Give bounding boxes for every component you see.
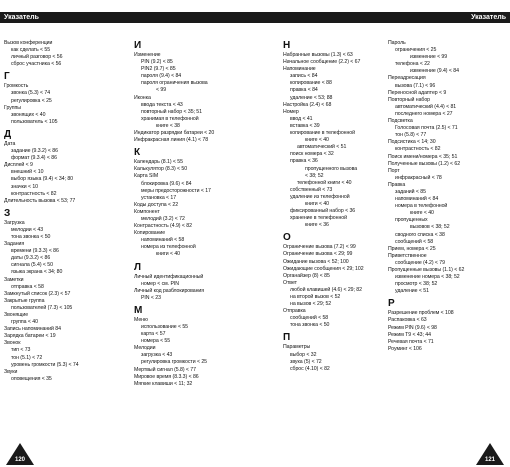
index-entry: Копирование xyxy=(134,230,166,237)
index-subentry: вызова (7.1) < 96 xyxy=(395,82,436,89)
index-entry: Органайзер (8) < 85 xyxy=(283,272,330,279)
index-subentry: сигнала (5.4) < 50 xyxy=(11,262,53,269)
index-subentry: тона звонка < 50 xyxy=(11,233,51,240)
index-subentry: удаление < 51 xyxy=(395,288,429,295)
index-subentry: регулировка громкости < 25 xyxy=(141,359,207,366)
index-entry: Дата xyxy=(4,140,16,147)
index-column-4 xyxy=(388,40,506,353)
index-entry: Заметки xyxy=(4,276,24,283)
index-entry: Звонящие xyxy=(4,312,29,318)
index-subentry: языка экрана < 34; 80 xyxy=(11,269,63,276)
index-subentry: меры предосторожности < 17 xyxy=(141,187,211,194)
index-entry: Переадресация xyxy=(388,75,426,82)
index-subentry: поиск номера < 32 xyxy=(290,151,334,158)
index-entry: Распаковка < 63 xyxy=(388,317,427,324)
index-subentry: пропущенных xyxy=(395,217,428,224)
index-entry: Компонент xyxy=(134,208,160,215)
index-entry: Ответ xyxy=(283,279,297,286)
right-page-number: 121 xyxy=(484,457,495,463)
index-letter-heading: Г xyxy=(4,71,10,83)
index-subentry: личный разговор < 56 xyxy=(11,54,63,61)
index-subentry: вызовов < 38; 52 xyxy=(410,224,450,231)
index-subentry: задание (9.3.2) < 86 xyxy=(11,148,58,155)
index-entry: Порт xyxy=(388,167,400,174)
index-entry: Разрешение проблем < 108 xyxy=(388,310,454,317)
index-entry: Прием, номера < 25 xyxy=(388,245,436,252)
index-subentry: заданий < 85 xyxy=(395,188,426,195)
index-subentry: копирование в телефонной xyxy=(290,130,355,137)
index-subentry: сообщений < 58 xyxy=(395,238,434,245)
index-subentry: даты (9.3.2) < 86 xyxy=(11,255,51,262)
index-subentry: повторный набор < 35; 51 xyxy=(141,108,202,115)
index-entry: Календарь (8.1) < 55 xyxy=(134,159,183,166)
index-subentry: телефонной книги < 40 xyxy=(297,179,352,186)
index-entry: Пароль xyxy=(388,40,406,46)
index-entry: Подсистика < 14; 30 xyxy=(388,139,436,146)
index-subentry: PIN2 (9.7) < 85 xyxy=(141,66,176,73)
index-subentry: хранимая в телефонной xyxy=(141,115,199,122)
index-entry: Отправка xyxy=(283,308,306,315)
index-entry: Настройка (2.4) < 68 xyxy=(283,101,332,108)
index-letter-heading: М xyxy=(134,304,143,316)
index-subentry: хранение в телефонной xyxy=(290,215,347,222)
index-entry: Правка xyxy=(388,181,406,188)
index-subentry: изменение (9.4) < 84 xyxy=(410,68,459,75)
index-subentry: номер < см. PIN xyxy=(141,280,179,287)
index-entry: Переносной адаптер < 9 xyxy=(388,89,447,96)
index-subentry: оповещения < 35 xyxy=(11,375,52,382)
index-subentry: инфракрасный < 78 xyxy=(395,174,442,181)
index-subentry: просмотр < 38; 52 xyxy=(395,281,438,288)
index-subentry: выбор < 32 xyxy=(290,351,317,358)
index-subentry: вставка < 39 xyxy=(290,122,320,129)
index-subentry: формат (9.3.4) < 86 xyxy=(11,155,57,162)
index-subentry: использование < 55 xyxy=(141,324,189,330)
index-subentry: ввода текста < 43 xyxy=(141,101,183,108)
index-entry: Инфракрасная линия (4.1) < 78 xyxy=(134,137,209,144)
index-entry: Группы xyxy=(4,104,21,111)
index-entry: Ограничение вызова (7.2) < 99 xyxy=(283,244,356,251)
index-subentry: собственный < 73 xyxy=(290,186,333,193)
index-letter-heading: Д xyxy=(4,128,12,140)
index-entry: Запись напоминаний 84 xyxy=(4,326,61,333)
index-subentry: ограничения < 25 xyxy=(395,47,437,54)
index-subentry: пользователь < 105 xyxy=(11,118,58,125)
index-subentry: отправка < 58 xyxy=(11,283,44,290)
index-subentry: изменение < 99 xyxy=(410,54,448,61)
index-entry: Звонок xyxy=(4,340,21,347)
index-entry: Личный идентификационный xyxy=(134,273,204,280)
index-subentry: звонка (5.3) < 74 xyxy=(11,90,51,97)
index-subentry: сброс участника < 56 xyxy=(11,61,62,68)
index-subentry: уровень громкости (5.3) < 74 xyxy=(11,361,79,368)
index-subentry: правка < 84 xyxy=(290,87,318,94)
index-subentry: < 99 xyxy=(156,87,167,94)
right-page-number-badge xyxy=(476,443,504,465)
index-entry: Номер xyxy=(283,108,299,115)
left-header-bar xyxy=(0,12,255,23)
index-entry: Мировое время (8.3.3) < 86 xyxy=(134,373,199,380)
index-subentry: пароля (9.4) < 84 xyxy=(141,73,182,80)
index-entry: Коды доступа < 22 xyxy=(134,201,179,208)
index-subentry: книги < 40 xyxy=(305,200,330,207)
index-entry: Начальное сообщение (2.2) < 67 xyxy=(283,59,361,66)
index-subentry: телефона < 22 xyxy=(395,61,430,68)
index-subentry: книге < 38 xyxy=(156,122,180,129)
index-column-2 xyxy=(134,40,259,388)
index-entry: Вызов конференции xyxy=(4,40,53,46)
index-subentry: ввод < 41 xyxy=(290,115,313,122)
index-entry: Изменение xyxy=(134,52,161,58)
index-entry: Карта SIM xyxy=(134,173,159,180)
index-subentry: книге < 40 xyxy=(410,210,434,217)
index-subentry: последнего номера < 27 xyxy=(395,110,453,117)
index-subentry: пароля ограничения вызова xyxy=(141,80,208,87)
index-subentry: установка < 17 xyxy=(141,194,177,201)
index-entry: Ожидающие сообщения < 29; 102 xyxy=(283,265,364,272)
index-subentry: значки < 10 xyxy=(11,183,39,190)
index-entry: Меню xyxy=(134,316,148,323)
index-entry: Калькулятор (8.3) < 50 xyxy=(134,166,188,173)
index-letter-heading: П xyxy=(283,332,291,344)
index-subentry: блокировка (9.6) < 84 xyxy=(141,180,192,187)
index-subentry: на вызов < 29; 52 xyxy=(290,301,332,308)
index-subentry: удаление < 53; 88 xyxy=(290,94,333,101)
index-subentry: внешний < 10 xyxy=(11,169,44,176)
index-entry: Громкость xyxy=(4,83,29,90)
index-letter-heading: Н xyxy=(283,40,291,51)
index-entry: Режим PIN (9.6) < 98 xyxy=(388,324,437,331)
index-entry: Напоминание xyxy=(283,66,316,73)
index-subentry: изменение номера < 38; 52 xyxy=(395,274,460,281)
index-subentry: копирование < 88 xyxy=(290,80,332,87)
index-subentry: сводного списка < 38 xyxy=(395,231,445,238)
index-subentry: тона звонка < 50 xyxy=(290,322,330,329)
index-entry: Дисплей < 9 xyxy=(4,162,33,169)
index-subentry: любой клавишей (4.6) < 29; 82 xyxy=(290,286,362,293)
index-entry: Мелодии xyxy=(134,345,156,352)
index-subentry: тон (5.1) < 72 xyxy=(11,354,43,361)
index-entry: Мертвый сигнал (5.8) < 77 xyxy=(134,366,196,373)
index-subentry: сброс (4.10) < 82 xyxy=(290,365,330,372)
index-subentry: номера в телефонной xyxy=(395,203,448,210)
index-subentry: мелодий (3.2) < 72 xyxy=(141,215,185,222)
index-subentry: времени (9.3.3) < 86 xyxy=(11,248,59,255)
index-letter-heading: К xyxy=(134,147,141,159)
index-entry: Звуки xyxy=(4,368,18,375)
index-entry: Режим T9 < 43; 44 xyxy=(388,331,431,338)
index-subentry: фиксированный набор < 36 xyxy=(290,208,356,215)
index-subentry: номера из телефонной xyxy=(141,244,196,251)
index-subentry: < 38; 52 xyxy=(305,172,324,179)
index-subentry: книге < 36 xyxy=(305,222,329,229)
index-subentry: PIN < 23 xyxy=(141,294,161,301)
index-subentry: пользователей (7.3) < 105 xyxy=(11,304,73,311)
index-entry: Закрытые группа xyxy=(4,297,45,304)
index-entry: Приветственное xyxy=(388,252,427,259)
index-subentry: контрастность < 82 xyxy=(11,190,57,197)
index-subentry: тон (5.8) < 77 xyxy=(395,132,427,139)
left-page-number-badge xyxy=(6,443,34,465)
index-subentry: как сделать < 55 xyxy=(11,47,51,54)
index-entry: Набранные вызовы (1.3) < 63 xyxy=(283,52,353,58)
left-page-number: 120 xyxy=(14,457,25,463)
index-entry: Загрузка xyxy=(4,219,25,226)
index-subentry: звонящих < 40 xyxy=(11,111,46,118)
index-subentry: пропущенного вызова xyxy=(305,165,358,172)
index-entry: Речевая почта < 71 xyxy=(388,338,434,345)
index-letter-heading: Л xyxy=(134,261,141,273)
index-entry: Замкнутый список (2.3) < 57 xyxy=(4,290,71,297)
index-entry: Пропущенные вызовы (1.1) < 62 xyxy=(388,267,465,273)
index-subentry: напоминаний < 58 xyxy=(141,237,185,244)
index-subentry: мелодии < 43 xyxy=(11,226,44,233)
index-subentry: правка < 36 xyxy=(290,158,318,165)
index-subentry: загрузка < 43 xyxy=(141,352,173,359)
index-letter-heading: Р xyxy=(388,298,395,310)
index-entry: Ожидание вызова < 52; 100 xyxy=(283,258,349,265)
right-header-title: Указатель xyxy=(471,14,506,21)
index-entry: Полученные вызовы (1.2) < 62 xyxy=(388,160,461,167)
index-entry: Контрастность (4.9) < 82 xyxy=(134,223,192,230)
left-header-title: Указатель xyxy=(4,14,39,21)
index-subentry: звука (5) < 72 xyxy=(290,358,322,365)
index-letter-heading: О xyxy=(283,232,291,244)
index-subentry: группа < 40 xyxy=(11,319,38,326)
index-entry: Повторный набор xyxy=(388,96,431,103)
index-subentry: PIN (9.2) < 85 xyxy=(141,59,173,66)
index-subentry: сообщений < 58 xyxy=(290,315,329,322)
index-column-1 xyxy=(4,40,129,383)
index-entry: Личный код разблокирования xyxy=(134,287,205,294)
index-subentry: сообщение (4.2) < 79 xyxy=(395,259,445,266)
right-header-bar xyxy=(255,12,510,23)
index-entry: Мягкие клавиши < 11; 32 xyxy=(134,380,193,387)
index-subentry: выбор языка (9.4) < 34; 80 xyxy=(11,176,73,183)
index-letter-heading: И xyxy=(134,40,142,51)
index-entry: Ограничение вызова < 29; 99 xyxy=(283,251,353,258)
index-letter-heading: З xyxy=(4,207,11,219)
index-subentry: удаление из телефонной xyxy=(290,193,350,200)
index-entry: Иконка xyxy=(134,94,151,101)
index-entry: Длительность вызова < 53; 77 xyxy=(4,197,76,204)
index-subentry: напоминаний < 84 xyxy=(395,196,439,203)
index-entry: Индикатор разрядки батареи < 20 xyxy=(134,130,215,137)
index-subentry: номера < 55 xyxy=(141,338,171,345)
index-entry: Задания xyxy=(4,241,25,248)
index-subentry: Голосовая почта (2.5) < 71 xyxy=(395,125,458,132)
index-entry: Роуминг < 106 xyxy=(388,345,422,352)
index-subentry: тип < 73 xyxy=(11,347,31,354)
index-entry: Параметры xyxy=(283,344,311,351)
index-subentry: книге < 40 xyxy=(305,137,329,144)
index-entry: Подсветка xyxy=(388,118,413,125)
index-subentry: карта < 57 xyxy=(141,331,166,338)
index-subentry: книги < 40 xyxy=(156,251,181,258)
index-subentry: на второй вызов < 52 xyxy=(290,294,341,300)
index-subentry: автоматический < 51 xyxy=(297,144,347,151)
index-subentry: контрастность < 82 xyxy=(395,146,441,153)
index-entry: Поиск имени/номера < 35; 51 xyxy=(388,153,458,160)
index-subentry: автоматический (4.4) < 81 xyxy=(395,103,457,110)
index-entry: Зарядка батареи < 19 xyxy=(4,333,56,340)
index-subentry: регулировка < 25 xyxy=(11,97,52,104)
index-subentry: запись < 84 xyxy=(290,73,318,80)
